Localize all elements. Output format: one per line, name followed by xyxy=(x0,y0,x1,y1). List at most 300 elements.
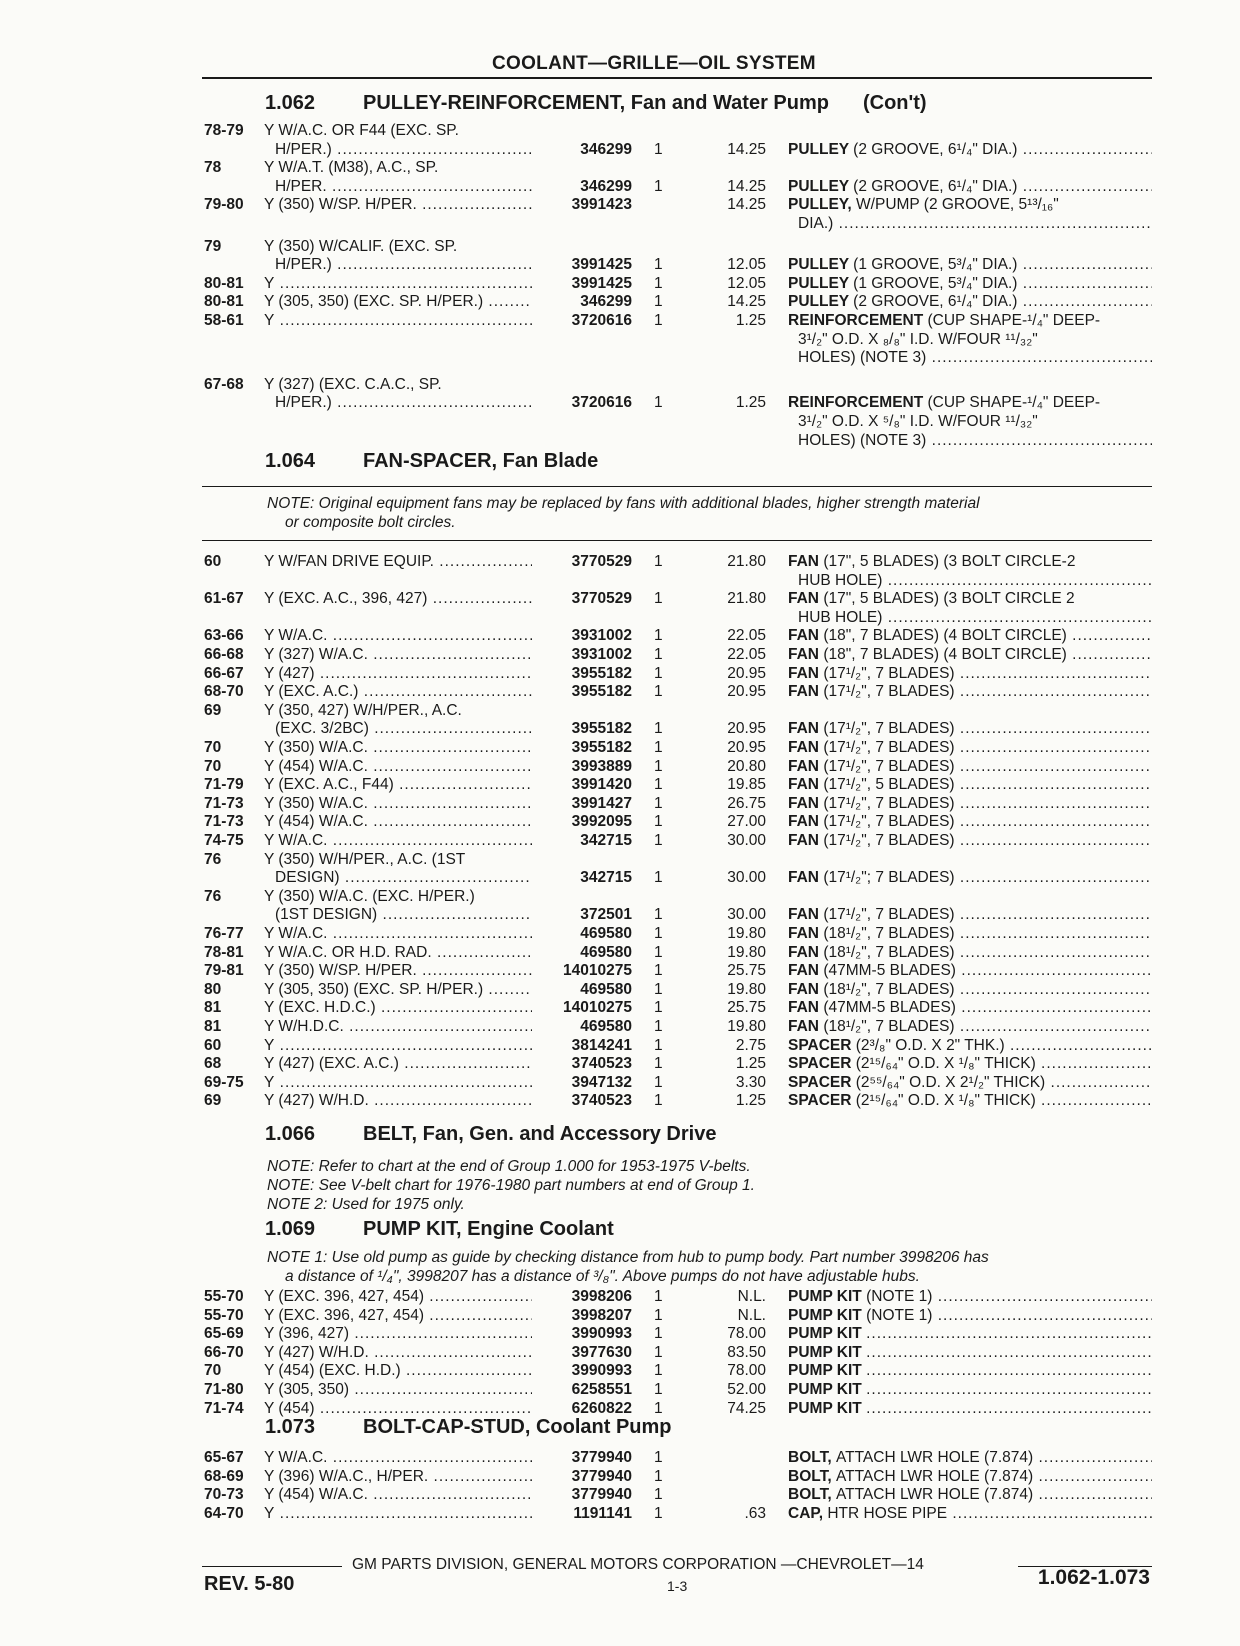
price: 21.80 xyxy=(727,590,766,608)
table-row xyxy=(0,275,1240,294)
price: N.L. xyxy=(737,1288,766,1305)
quantity: 1 xyxy=(654,590,663,608)
table-row xyxy=(0,293,1240,312)
quantity: 1 xyxy=(654,1486,663,1504)
model-years: 65-69 xyxy=(204,1325,244,1343)
model-years: 76-77 xyxy=(204,925,244,942)
description xyxy=(788,1325,1152,1343)
part-number: 346299 xyxy=(580,293,632,311)
model-years: 55-70 xyxy=(204,1306,244,1324)
item-name: PULLEY, xyxy=(788,196,857,214)
description: FAN (17¹/₂", 7 BLADES) ..... xyxy=(788,758,1152,776)
price: 19.80 xyxy=(727,925,766,942)
item-name: FAN xyxy=(788,999,824,1017)
quantity: 1 xyxy=(654,177,663,195)
table-row xyxy=(0,832,1240,851)
section-subtitle: Fan, Gen. and Accessory Drive xyxy=(422,1123,717,1145)
table-row xyxy=(0,1344,1240,1363)
table-row xyxy=(0,312,1240,368)
application: Y (305, 350) (EXC. SP. H/PER.) ..... xyxy=(264,981,532,999)
application: Y (327) (EXC. C.A.C., SP. xyxy=(264,375,442,393)
application: Y (454) ..... xyxy=(264,1400,532,1418)
model-years: 63-66 xyxy=(204,627,244,645)
section-number: 1.069 xyxy=(265,1218,316,1240)
section-heading xyxy=(265,1123,716,1146)
price: 19.80 xyxy=(727,1018,766,1035)
model-years: 81 xyxy=(204,999,222,1017)
part-number: 469580 xyxy=(580,943,632,961)
part-number: 3991425 xyxy=(571,256,632,274)
description xyxy=(788,1344,1152,1362)
note-line: a distance of ¹/₄", 3998207 has a distance of ³/₈". Above pumps do not have adjustable hubs. xyxy=(285,1268,920,1285)
footer-rule-left xyxy=(202,1566,342,1567)
part-number: 3740523 xyxy=(571,1092,632,1110)
application: Y (350) W/A.C. ..... xyxy=(264,795,532,813)
model-years: 70 xyxy=(204,739,222,756)
description: 3¹/₂" O.D. X ⁵/₈" I.D. W/FOUR ¹¹/₃₂" xyxy=(798,412,1038,430)
model-years: 79-81 xyxy=(204,962,244,980)
model-years: 80 xyxy=(204,980,222,998)
part-number: 469580 xyxy=(580,1018,632,1035)
description: FAN (18¹/₂", 7 BLADES) ..... xyxy=(788,981,1152,999)
quantity: 1 xyxy=(654,757,663,775)
application: DESIGN) ..... xyxy=(275,869,532,887)
part-number: 3993889 xyxy=(571,757,632,775)
application: Y (EXC. A.C., 396, 427) ..... xyxy=(264,590,532,608)
description: PULLEY (1 GROOVE, 5³/₄" DIA.) ..... xyxy=(788,256,1152,274)
section-heading xyxy=(265,92,927,115)
note-line: NOTE: See V-belt chart for 1976-1980 part numbers at end of Group 1. xyxy=(267,1177,755,1194)
table-row xyxy=(0,944,1240,963)
note-line: NOTE: Original equipment fans may be replaced by fans with additional blades, higher strength material xyxy=(267,495,980,512)
model-years: 67-68 xyxy=(204,375,244,393)
table-row xyxy=(0,962,1240,981)
part-number: 342715 xyxy=(580,869,632,887)
price: 21.80 xyxy=(727,553,766,570)
model-years: 69 xyxy=(204,1092,222,1110)
description: FAN (17¹/₂", 7 BLADES) ..... xyxy=(788,739,1152,757)
price: 1.25 xyxy=(735,312,766,329)
price: 30.00 xyxy=(727,869,766,887)
model-years: 66-67 xyxy=(204,664,244,682)
item-name: FAN xyxy=(788,590,824,608)
part-number: 6258551 xyxy=(571,1381,632,1398)
quantity: 1 xyxy=(654,1288,663,1305)
description: HOLES) (NOTE 3) ..... xyxy=(798,432,1152,450)
price: 52.00 xyxy=(727,1381,766,1398)
application: Y (350, 427) W/H/PER., A.C. xyxy=(264,701,462,719)
model-years: 80-81 xyxy=(204,274,244,292)
table-row xyxy=(0,999,1240,1018)
description: HUB HOLE) ..... xyxy=(798,609,1152,627)
page-header-title: COOLANT—GRILLE—OIL SYSTEM xyxy=(492,53,816,74)
quantity: 1 xyxy=(654,1325,663,1343)
description: REINFORCEMENT (CUP SHAPE-¹/₄" DEEP- xyxy=(788,312,1101,329)
revision-label: REV. 5-80 xyxy=(204,1573,295,1595)
part-number: 3720616 xyxy=(571,394,632,412)
section-number: 1.073 xyxy=(265,1416,316,1438)
description: FAN (47MM-5 BLADES) ..... xyxy=(788,962,1152,980)
table-row xyxy=(0,196,1240,233)
price: 30.00 xyxy=(727,832,766,849)
price: 20.80 xyxy=(727,757,766,775)
application: Y W/A.C. OR F44 (EXC. SP. xyxy=(264,122,459,139)
table-row xyxy=(0,238,1240,275)
description: SPACER (2¹⁵/₆₄" O.D. X ¹/₈" THICK) ..... xyxy=(788,1092,1152,1110)
quantity: 1 xyxy=(654,627,663,645)
quantity: 1 xyxy=(654,1449,663,1466)
model-years: 78-79 xyxy=(204,122,244,139)
item-name: REINFORCEMENT xyxy=(788,312,928,329)
application: Y ..... xyxy=(264,1074,532,1092)
item-name: FAN xyxy=(788,757,824,775)
table-row xyxy=(0,665,1240,684)
table-row xyxy=(0,553,1240,590)
price: 12.05 xyxy=(727,256,766,274)
model-years: 58-61 xyxy=(204,312,244,329)
item-name: FAN xyxy=(788,869,824,887)
item-name: SPACER xyxy=(788,1036,856,1054)
section-title: FAN-SPACER, xyxy=(363,450,503,472)
price: 22.05 xyxy=(727,627,766,645)
part-number: 3990993 xyxy=(571,1325,632,1343)
price: N.L. xyxy=(737,1306,766,1324)
part-number: 1191141 xyxy=(573,1504,632,1522)
item-name: CAP, xyxy=(788,1504,828,1522)
table-row xyxy=(0,739,1240,758)
application: Y (454) (EXC. H.D.) ..... xyxy=(264,1362,532,1380)
model-years: 61-67 xyxy=(204,590,244,608)
price: 78.00 xyxy=(727,1362,766,1380)
part-number: 3955182 xyxy=(571,683,632,701)
section-subtitle: Fan Blade xyxy=(502,450,599,472)
description: PUMP KIT (NOTE 1) ..... xyxy=(788,1307,1152,1325)
application: Y ..... xyxy=(264,275,532,293)
part-number: 3991420 xyxy=(571,776,632,794)
quantity: 1 xyxy=(654,1362,663,1380)
model-years: 68-69 xyxy=(204,1467,244,1485)
table-row xyxy=(0,1505,1240,1524)
description: FAN (18¹/₂", 7 BLADES) ..... xyxy=(788,944,1152,962)
quantity: 1 xyxy=(654,1092,663,1110)
part-number: 3991423 xyxy=(571,196,632,214)
table-row xyxy=(0,159,1240,196)
description: CAP, HTR HOSE PIPE ..... xyxy=(788,1505,1152,1523)
application: Y (427) W/H.D. ..... xyxy=(264,1092,532,1110)
item-name: FAN xyxy=(788,1018,824,1035)
section-number: 1.064 xyxy=(265,450,316,472)
quantity: 1 xyxy=(654,794,663,812)
part-number: 3947132 xyxy=(571,1073,632,1091)
model-years: 71-74 xyxy=(204,1399,244,1417)
section-number: 1.066 xyxy=(265,1123,316,1145)
model-years: 64-70 xyxy=(204,1504,244,1522)
section-heading xyxy=(265,1218,614,1241)
price: 78.00 xyxy=(727,1325,766,1343)
part-number: 3955182 xyxy=(571,664,632,682)
item-name: PUMP KIT xyxy=(788,1343,867,1361)
item-name: BOLT, xyxy=(788,1467,836,1485)
table-row xyxy=(0,1449,1240,1468)
application: Y W/H.D.C. ..... xyxy=(264,1018,532,1036)
item-name: FAN xyxy=(788,646,824,663)
table-row xyxy=(0,702,1240,739)
quantity: 1 xyxy=(654,1306,663,1324)
application: Y (396) W/A.C., H/PER. ..... xyxy=(264,1468,532,1486)
section-rule xyxy=(202,540,1152,541)
part-number: 3740523 xyxy=(571,1055,632,1073)
model-years: 80-81 xyxy=(204,293,244,311)
model-years: 78 xyxy=(204,159,222,177)
price: 25.75 xyxy=(727,999,766,1017)
price: 2.75 xyxy=(735,1036,766,1054)
note-line: NOTE 1: Use old pump as guide by checking distance from hub to pump body. Part number 3998206 has xyxy=(267,1249,989,1266)
application: Y ..... xyxy=(264,1037,532,1055)
application: Y (EXC. A.C., F44) ..... xyxy=(264,776,532,794)
part-number: 3998207 xyxy=(571,1306,632,1324)
description xyxy=(788,1400,1152,1418)
part-number: 3992095 xyxy=(571,813,632,831)
description: BOLT, ATTACH LWR HOLE (7.874) ..... xyxy=(788,1449,1152,1467)
part-number: 372501 xyxy=(580,906,632,924)
model-years: 79 xyxy=(204,237,222,255)
part-number: 3779940 xyxy=(571,1486,632,1504)
description: PULLEY (2 GROOVE, 6¹/₄" DIA.) ..... xyxy=(788,293,1152,311)
application: Y (327) W/A.C. ..... xyxy=(264,646,532,664)
table-row xyxy=(0,758,1240,777)
quantity: 1 xyxy=(654,553,663,570)
part-number: 3955182 xyxy=(571,720,632,738)
part-number: 3720616 xyxy=(571,312,632,329)
quantity: 1 xyxy=(654,999,663,1017)
quantity: 1 xyxy=(654,312,663,329)
quantity: 1 xyxy=(654,256,663,274)
model-years: 60 xyxy=(204,1036,222,1054)
price: .63 xyxy=(744,1504,766,1522)
item-name: PUMP KIT xyxy=(788,1306,867,1324)
quantity: 1 xyxy=(654,1073,663,1091)
note-line: NOTE 2: Used for 1975 only. xyxy=(267,1196,465,1213)
part-number: 3998206 xyxy=(571,1288,632,1305)
application: Y W/A.C. OR H.D. RAD. ..... xyxy=(264,944,532,962)
item-name: FAN xyxy=(788,683,824,701)
quantity: 1 xyxy=(654,813,663,831)
description: FAN (17", 5 BLADES) (3 BOLT CIRCLE 2 xyxy=(788,590,1075,608)
footer-corporation: GM PARTS DIVISION, GENERAL MOTORS CORPORATION —CHEVROLET—14 xyxy=(352,1556,924,1573)
model-years: 71-73 xyxy=(204,813,244,831)
application: Y (454) W/A.C. ..... xyxy=(264,1486,532,1504)
quantity: 1 xyxy=(654,720,663,738)
application: Y (396, 427) ..... xyxy=(264,1325,532,1343)
quantity: 1 xyxy=(654,1343,663,1361)
description: PULLEY (1 GROOVE, 5³/₄" DIA.) ..... xyxy=(788,275,1152,293)
part-number: 3990993 xyxy=(571,1362,632,1380)
quantity: 1 xyxy=(654,980,663,998)
part-number: 342715 xyxy=(580,832,632,849)
item-name: PUMP KIT xyxy=(788,1362,867,1380)
quantity: 1 xyxy=(654,739,663,756)
description xyxy=(788,1381,1152,1399)
model-years: 70 xyxy=(204,757,222,775)
description: PUMP KIT (NOTE 1) ..... xyxy=(788,1288,1152,1306)
application: Y W/A.C. ..... xyxy=(264,1449,532,1467)
application: Y (427) ..... xyxy=(264,665,532,683)
quantity: 1 xyxy=(654,962,663,980)
application: Y (EXC. H.D.C.) ..... xyxy=(264,999,532,1017)
quantity: 1 xyxy=(654,1381,663,1398)
table-row xyxy=(0,776,1240,795)
quantity: 1 xyxy=(654,832,663,849)
description: PULLEY, W/PUMP (2 GROOVE, 5¹³/₁₆" xyxy=(788,196,1059,214)
item-name: FAN xyxy=(788,664,824,682)
note-line: or composite bolt circles. xyxy=(285,514,456,531)
application: Y (350) W/SP. H/PER. ..... xyxy=(264,196,532,214)
application: Y (EXC. 396, 427, 454) ..... xyxy=(264,1288,532,1306)
part-number: 3779940 xyxy=(571,1449,632,1466)
part-number: 3931002 xyxy=(571,627,632,645)
item-name: FAN xyxy=(788,980,824,998)
model-years: 55-70 xyxy=(204,1288,244,1305)
section-subtitle: Engine Coolant xyxy=(467,1218,614,1240)
table-row xyxy=(0,795,1240,814)
item-name: FAN xyxy=(788,832,824,849)
application: (1ST DESIGN) ..... xyxy=(275,906,532,924)
description: FAN (17", 5 BLADES) (3 BOLT CIRCLE-2 xyxy=(788,553,1076,570)
model-years: 69 xyxy=(204,701,222,719)
price: 20.95 xyxy=(727,683,766,701)
description: HUB HOLE) ..... xyxy=(798,572,1152,590)
quantity: 1 xyxy=(654,683,663,701)
table-row xyxy=(0,1037,1240,1056)
description: FAN (18¹/₂", 7 BLADES) ..... xyxy=(788,925,1152,943)
section-rule xyxy=(202,486,1152,487)
section-number: 1.062 xyxy=(265,92,316,114)
item-name: PUMP KIT xyxy=(788,1325,867,1343)
quantity: 1 xyxy=(654,140,663,158)
price: 1.25 xyxy=(735,394,766,412)
table-row xyxy=(0,1325,1240,1344)
description: REINFORCEMENT (CUP SHAPE-¹/₄" DEEP- xyxy=(788,394,1101,412)
item-name: FAN xyxy=(788,739,824,756)
price: 1.25 xyxy=(735,1055,766,1073)
table-row xyxy=(0,1055,1240,1074)
part-number: 3991427 xyxy=(571,794,632,812)
table-row xyxy=(0,1468,1240,1487)
application: Y (427) W/H.D. ..... xyxy=(264,1344,532,1362)
item-name: PULLEY xyxy=(788,274,854,292)
quantity: 1 xyxy=(654,1504,663,1522)
item-name: FAN xyxy=(788,962,824,980)
part-number: 6260822 xyxy=(571,1399,632,1417)
application: Y W/A.C. ..... xyxy=(264,627,532,645)
table-row xyxy=(0,1486,1240,1505)
part-number: 346299 xyxy=(580,140,632,158)
item-name: BOLT, xyxy=(788,1449,836,1466)
application: Y (454) W/A.C. ..... xyxy=(264,813,532,831)
application: Y (350) W/H/PER., A.C. (1ST xyxy=(264,850,466,868)
description: FAN (18", 7 BLADES) (4 BOLT CIRCLE) ..... xyxy=(788,627,1152,645)
section-title: BELT, xyxy=(363,1123,423,1145)
description: FAN (47MM-5 BLADES) ..... xyxy=(788,999,1152,1017)
quantity: 1 xyxy=(654,394,663,412)
quantity: 1 xyxy=(654,776,663,794)
part-number: 14010275 xyxy=(563,999,632,1017)
description: FAN (17¹/₂", 7 BLADES) ..... xyxy=(788,832,1152,850)
table-row xyxy=(0,683,1240,702)
item-name: FAN xyxy=(788,943,824,961)
price: 14.25 xyxy=(727,177,766,195)
quantity: 1 xyxy=(654,1399,663,1417)
part-number: 469580 xyxy=(580,980,632,998)
application: Y (305, 350) (EXC. SP. H/PER.) ..... xyxy=(264,293,532,311)
item-name: FAN xyxy=(788,553,824,570)
model-years: 66-70 xyxy=(204,1343,244,1361)
price: 74.25 xyxy=(727,1399,766,1417)
quantity: 1 xyxy=(654,925,663,942)
table-row xyxy=(0,888,1240,925)
header-rule xyxy=(202,77,1152,79)
model-years: 68 xyxy=(204,1055,222,1073)
description: FAN (18¹/₂", 7 BLADES) ..... xyxy=(788,1018,1152,1036)
description: SPACER (2¹⁵/₆₄" O.D. X ¹/₈" THICK) ..... xyxy=(788,1055,1152,1073)
table-row xyxy=(0,1018,1240,1037)
application: Y W/A.C. ..... xyxy=(264,832,532,850)
description xyxy=(788,1362,1152,1380)
item-name: SPACER xyxy=(788,1073,856,1091)
part-number: 3779940 xyxy=(571,1467,632,1485)
model-years: 68-70 xyxy=(204,683,244,701)
table-row xyxy=(0,851,1240,888)
application: H/PER.) ..... xyxy=(275,256,532,274)
model-years: 66-68 xyxy=(204,646,244,663)
description: PULLEY (2 GROOVE, 6¹/₄" DIA.) ..... xyxy=(788,178,1152,196)
model-years: 60 xyxy=(204,553,222,570)
item-name: PUMP KIT xyxy=(788,1381,867,1398)
table-row xyxy=(0,375,1240,449)
item-name: FAN xyxy=(788,627,824,645)
description: FAN (17¹/₂", 5 BLADES) ..... xyxy=(788,776,1152,794)
section-range: 1.062-1.073 xyxy=(1037,1566,1150,1589)
part-number: 3931002 xyxy=(571,646,632,663)
application: Y W/A.C. ..... xyxy=(264,925,532,943)
model-years: 74-75 xyxy=(204,832,244,849)
item-name: FAN xyxy=(788,794,824,812)
price: 14.25 xyxy=(727,196,766,214)
quantity: 1 xyxy=(654,646,663,663)
model-years: 78-81 xyxy=(204,943,244,961)
application: Y (350) W/A.C. (EXC. H/PER.) xyxy=(264,887,475,905)
description: FAN (17¹/₂", 7 BLADES) ..... xyxy=(788,720,1152,738)
table-row xyxy=(0,1092,1240,1111)
item-name: FAN xyxy=(788,720,824,738)
item-name: PULLEY xyxy=(788,177,854,195)
quantity: 1 xyxy=(654,943,663,961)
description: SPACER (2³/₈" O.D. X 2" THK.) ..... xyxy=(788,1037,1152,1055)
item-name: FAN xyxy=(788,906,824,924)
application: Y ..... xyxy=(264,312,532,330)
table-row xyxy=(0,1288,1240,1307)
description: HOLES) (NOTE 3) ..... xyxy=(798,349,1152,367)
item-name: REINFORCEMENT xyxy=(788,394,928,412)
table-row xyxy=(0,1307,1240,1326)
price: 27.00 xyxy=(727,813,766,831)
application: H/PER.) ..... xyxy=(275,141,532,159)
item-name: SPACER xyxy=(788,1055,856,1073)
description: 3¹/₂" O.D. X ₈/₈" I.D. W/FOUR ¹¹/₃₂" xyxy=(798,330,1038,348)
model-years: 70-73 xyxy=(204,1486,244,1504)
quantity: 1 xyxy=(654,274,663,292)
quantity: 1 xyxy=(654,906,663,924)
